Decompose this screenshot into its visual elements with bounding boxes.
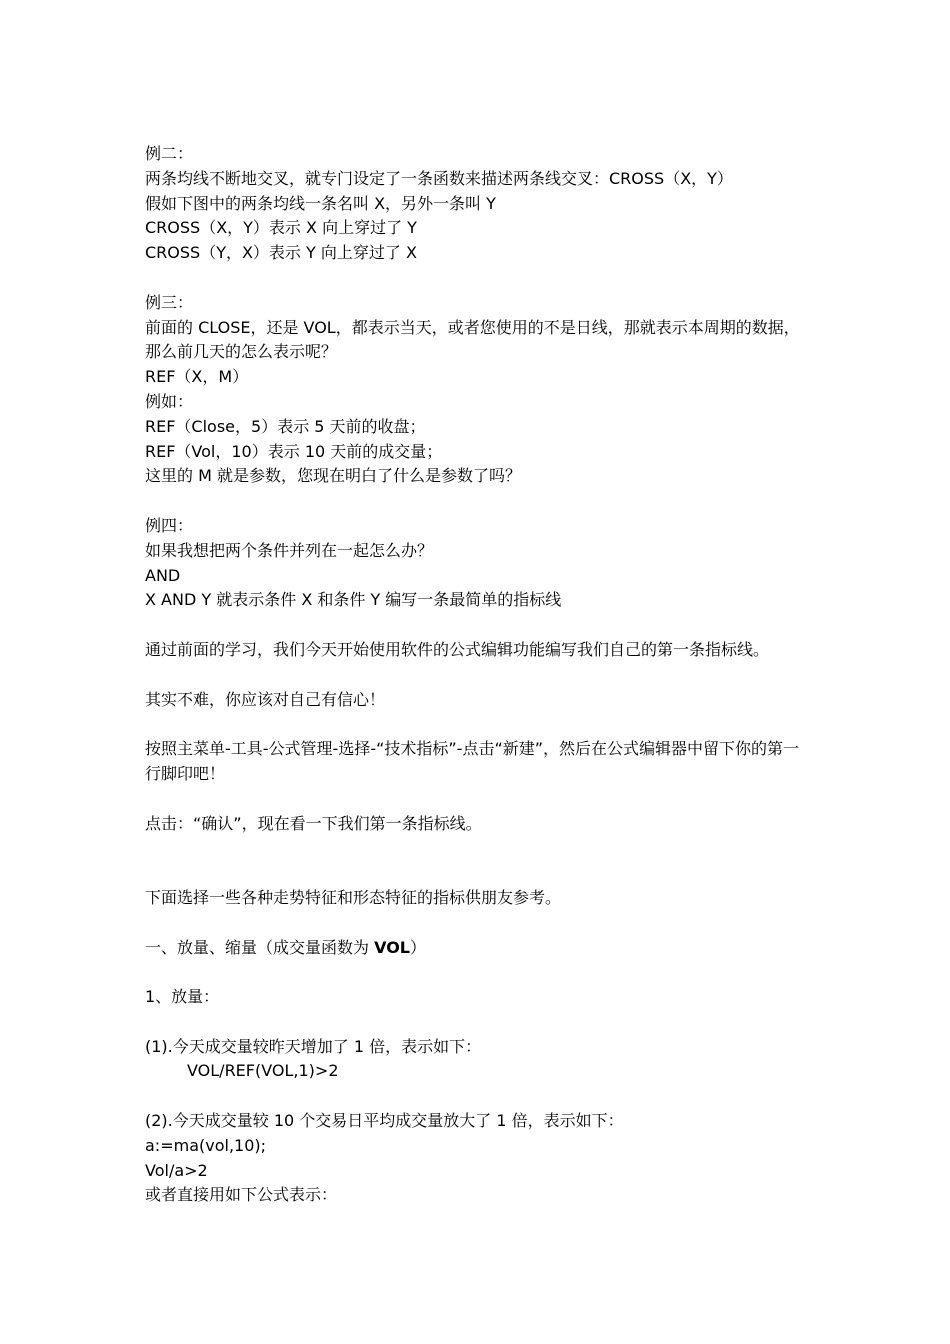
text-line: REF（Vol，10）表示 10 天前的成交量； <box>145 441 443 461</box>
example-2-heading: 例二： <box>145 144 194 163</box>
paragraph-gap <box>145 836 825 886</box>
paragraph-gap <box>145 663 825 688</box>
section-heading-function: VOL <box>374 937 410 957</box>
example-3-heading: 例三： <box>145 292 194 312</box>
paragraph-gap <box>145 266 825 291</box>
text-line: 例如： <box>145 391 194 411</box>
text-line: 按照主菜单-工具-公式管理-选择-“技术指标”-点击“新建”，然后在公式编辑器中留下你的第一 <box>145 739 800 759</box>
text-line: REF（Close，5）表示 5 天前的收盘； <box>145 416 426 436</box>
paragraph-gap <box>145 712 825 737</box>
text-line: 点击：“确认”，现在看一下我们第一条指标线。 <box>145 813 482 833</box>
text-line: 或者直接用如下公式表示： <box>145 1185 338 1205</box>
section-heading-prefix: 一、放量、缩量（成交量函数为 <box>145 937 375 957</box>
text-line: 两条均线不断地交叉，就专门设定了一条函数来描述两条线交叉：CROSS（X，Y） <box>145 168 733 188</box>
text-line: (2).今天成交量较 10 个交易日平均成交量放大了 1 倍，表示如下： <box>145 1111 624 1131</box>
subsection-heading: 1、放量： <box>145 987 220 1007</box>
paragraph-gap <box>145 787 825 812</box>
text-line: 其实不难，你应该对自己有信心！ <box>145 689 386 709</box>
text-line: AND <box>145 565 181 585</box>
formula-line: VOL/REF(VOL,1)>2 <box>187 1061 339 1081</box>
paragraph-gap <box>145 489 825 514</box>
paragraph-gap <box>145 1010 825 1035</box>
section-heading-suffix: ） <box>410 937 427 957</box>
text-line: X AND Y 就表示条件 X 和条件 Y 编写一条最简单的指标线 <box>145 590 562 610</box>
paragraph-gap <box>145 911 825 936</box>
text-line: 那么前几天的怎么表示呢？ <box>145 342 338 362</box>
paragraph-gap <box>145 1084 825 1109</box>
formula-line: a:=ma(vol,10); <box>145 1135 267 1155</box>
formula-line: Vol/a>2 <box>145 1160 208 1180</box>
document-page <box>145 142 825 1208</box>
text-line: 前面的 CLOSE，还是 VOL，都表示当天，或者您使用的不是日线，那就表示本周期的数据， <box>145 317 800 337</box>
text-line: (1).今天成交量较昨天增加了 1 倍，表示如下： <box>145 1036 482 1056</box>
text-line: CROSS（X，Y）表示 X 向上穿过了 Y <box>145 218 417 238</box>
section-heading <box>145 936 825 961</box>
text-line: CROSS（Y，X）表示 Y 向上穿过了 X <box>145 243 417 263</box>
example-4-heading: 例四： <box>145 515 194 535</box>
text-line: 下面选择一些各种走势特征和形态特征的指标供朋友参考。 <box>145 887 562 907</box>
text-line: 这里的 M 就是参数，您现在明白了什么是参数了吗？ <box>145 466 521 486</box>
text-line: REF（X，M） <box>145 367 249 387</box>
text-line: 通过前面的学习，我们今天开始使用软件的公式编辑功能编写我们自己的第一条指标线。 <box>145 639 770 659</box>
text-line: 行脚印吧！ <box>145 763 226 783</box>
paragraph-gap <box>145 960 825 985</box>
paragraph-gap <box>145 613 825 638</box>
text-line: 如果我想把两个条件并列在一起怎么办？ <box>145 540 434 560</box>
text-line: 假如下图中的两条均线一条名叫 X，另外一条叫 Y <box>145 193 496 213</box>
